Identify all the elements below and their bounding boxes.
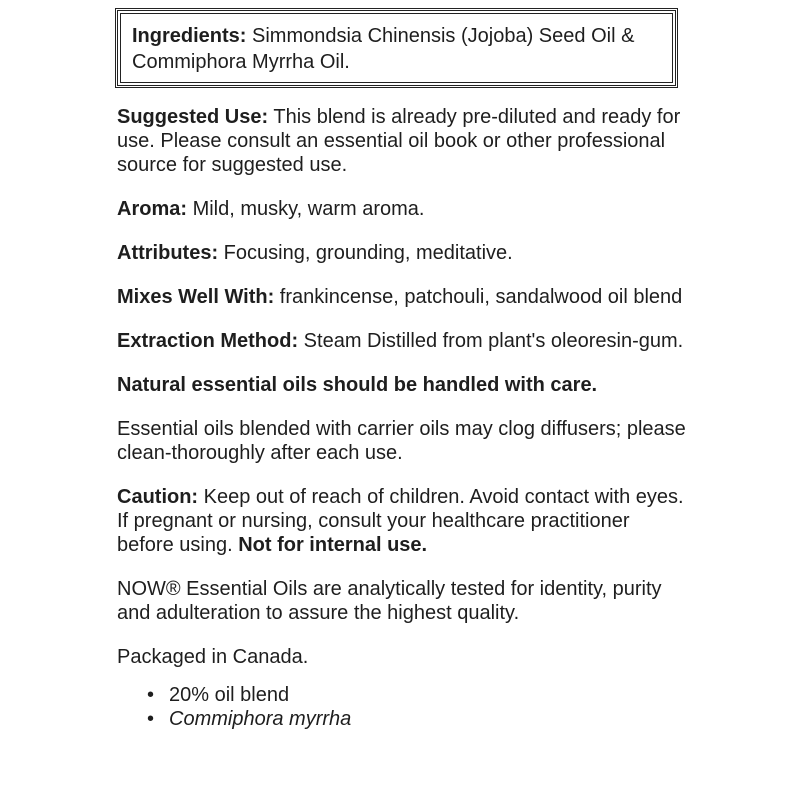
extraction-method-paragraph <box>117 329 687 353</box>
mixes-well-with-text: frankincense, patchouli, sandalwood oil blend <box>274 286 683 308</box>
caution-label: Caution: <box>117 486 199 508</box>
attributes-paragraph <box>117 241 687 265</box>
quality-statement: NOW® Essential Oils are analytically tested for identity, purity and adulteration to assure the highest quality. <box>117 578 662 624</box>
bullet-text: 20% oil blend <box>169 684 290 706</box>
caution-paragraph <box>117 485 687 557</box>
mixes-well-with-label: Mixes Well With: <box>117 286 275 308</box>
suggested-use-paragraph <box>117 105 687 177</box>
bullet-marker: • <box>147 684 155 706</box>
care-notice: Natural essential oils should be handled with care. <box>117 374 598 396</box>
product-bullet-list <box>117 683 687 731</box>
ingredients-paragraph <box>132 23 661 75</box>
aroma-paragraph <box>117 197 687 221</box>
caution-emphasis: Not for internal use. <box>238 534 428 556</box>
aroma-label: Aroma: <box>117 198 188 220</box>
suggested-use-text: This blend is already pre-diluted and ready for use. Please consult an essential oil book or other professional source for suggested use. <box>117 106 681 176</box>
bullet-text: Commiphora myrrha <box>169 708 352 730</box>
suggested-use-label: Suggested Use: <box>117 106 269 128</box>
ingredients-box <box>115 8 678 88</box>
extraction-method-label: Extraction Method: <box>117 330 299 352</box>
label-content <box>117 105 687 731</box>
ingredients-label: Ingredients: <box>132 25 247 47</box>
attributes-label: Attributes: <box>117 242 219 264</box>
packaged-in: Packaged in Canada. <box>117 646 309 668</box>
extraction-method-text: Steam Distilled from plant's oleoresin-gum. <box>298 330 684 352</box>
aroma-text: Mild, musky, warm aroma. <box>187 198 425 220</box>
list-item <box>147 707 687 731</box>
attributes-text: Focusing, grounding, meditative. <box>218 242 513 264</box>
diffuser-notice: Essential oils blended with carrier oils may clog diffusers; please clean-thoroughly after each use. <box>117 418 686 464</box>
ingredients-text: Simmondsia Chinensis (Jojoba) Seed Oil & Commiphora Myrrha Oil. <box>132 25 635 73</box>
caution-text: Keep out of reach of children. Avoid contact with eyes. If pregnant or nursing, consult your healthcare practitioner before using. <box>117 486 684 556</box>
list-item <box>147 683 687 707</box>
mixes-well-with-paragraph <box>117 285 687 309</box>
bullet-marker: • <box>147 708 155 730</box>
